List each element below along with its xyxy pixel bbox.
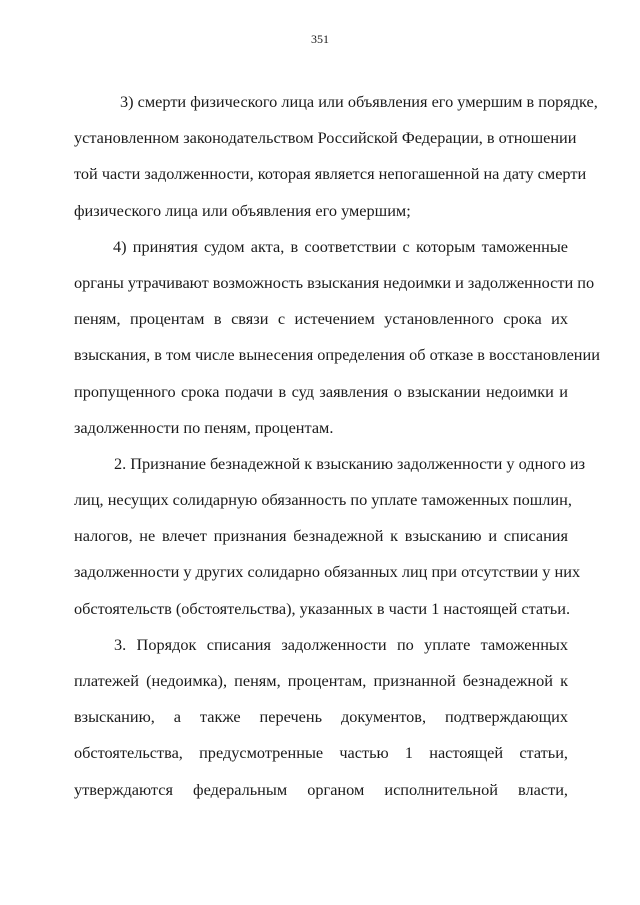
document-body [74,84,600,808]
text-line: задолженности у других солидарно обязанных лиц при отсутствии у них [74,562,581,582]
text-line: пеням, процентам в связи с истечением установленного срока их [74,309,568,329]
text-line: 2. Признание безнадежной к взысканию задолженности у одного из [114,453,586,473]
text-line: 3. Порядок списания задолженности по уплате таможенных [114,634,568,654]
text-line: утверждаются федеральным органом исполнительной власти, [74,779,568,799]
text-line: 4) принятия судом акта, в соответствии с которым таможенные [113,236,568,256]
text-line: установленном законодательством Российской Федерации, в отношении [74,128,577,148]
text-line: взысканию, а также перечень документов, подтверждающих [74,707,568,727]
paragraph-write-off-procedure [74,627,568,808]
paragraph-court-act-clause [74,229,600,446]
text-line: взыскания, в том числе вынесения определения об отказе в восстановлении [74,345,600,365]
paragraph-death-clause [74,84,598,229]
text-line: лиц, несущих солидарную обязанность по уплате таможенных пошлин, [74,490,572,510]
text-line: органы утрачивают возможность взыскания недоимки и задолженности по [74,272,595,292]
text-line: налогов, не влечет признания безнадежной к взысканию и списания [74,526,568,546]
text-line: задолженности по пеням, процентам. [74,417,334,437]
text-line: физического лица или объявления его умершим; [74,200,411,220]
text-line: платежей (недоимка), пеням, процентам, признанной безнадежной к [74,671,568,690]
paragraph-joint-liability [74,446,586,627]
text-line: обстоятельств (обстоятельства), указанных в части 1 настоящей статьи. [74,598,571,618]
page-number: 351 [311,32,329,46]
text-line: 3) смерти физического лица или объявления его умершим в порядке, [120,92,598,111]
text-line: обстоятельства, предусмотренные частью 1 настоящей статьи, [74,743,568,763]
text-line: той части задолженности, которая является непогашенной на дату смерти [74,164,587,184]
text-line: пропущенного срока подачи в суд заявления о взыскании недоимки и [74,381,568,401]
